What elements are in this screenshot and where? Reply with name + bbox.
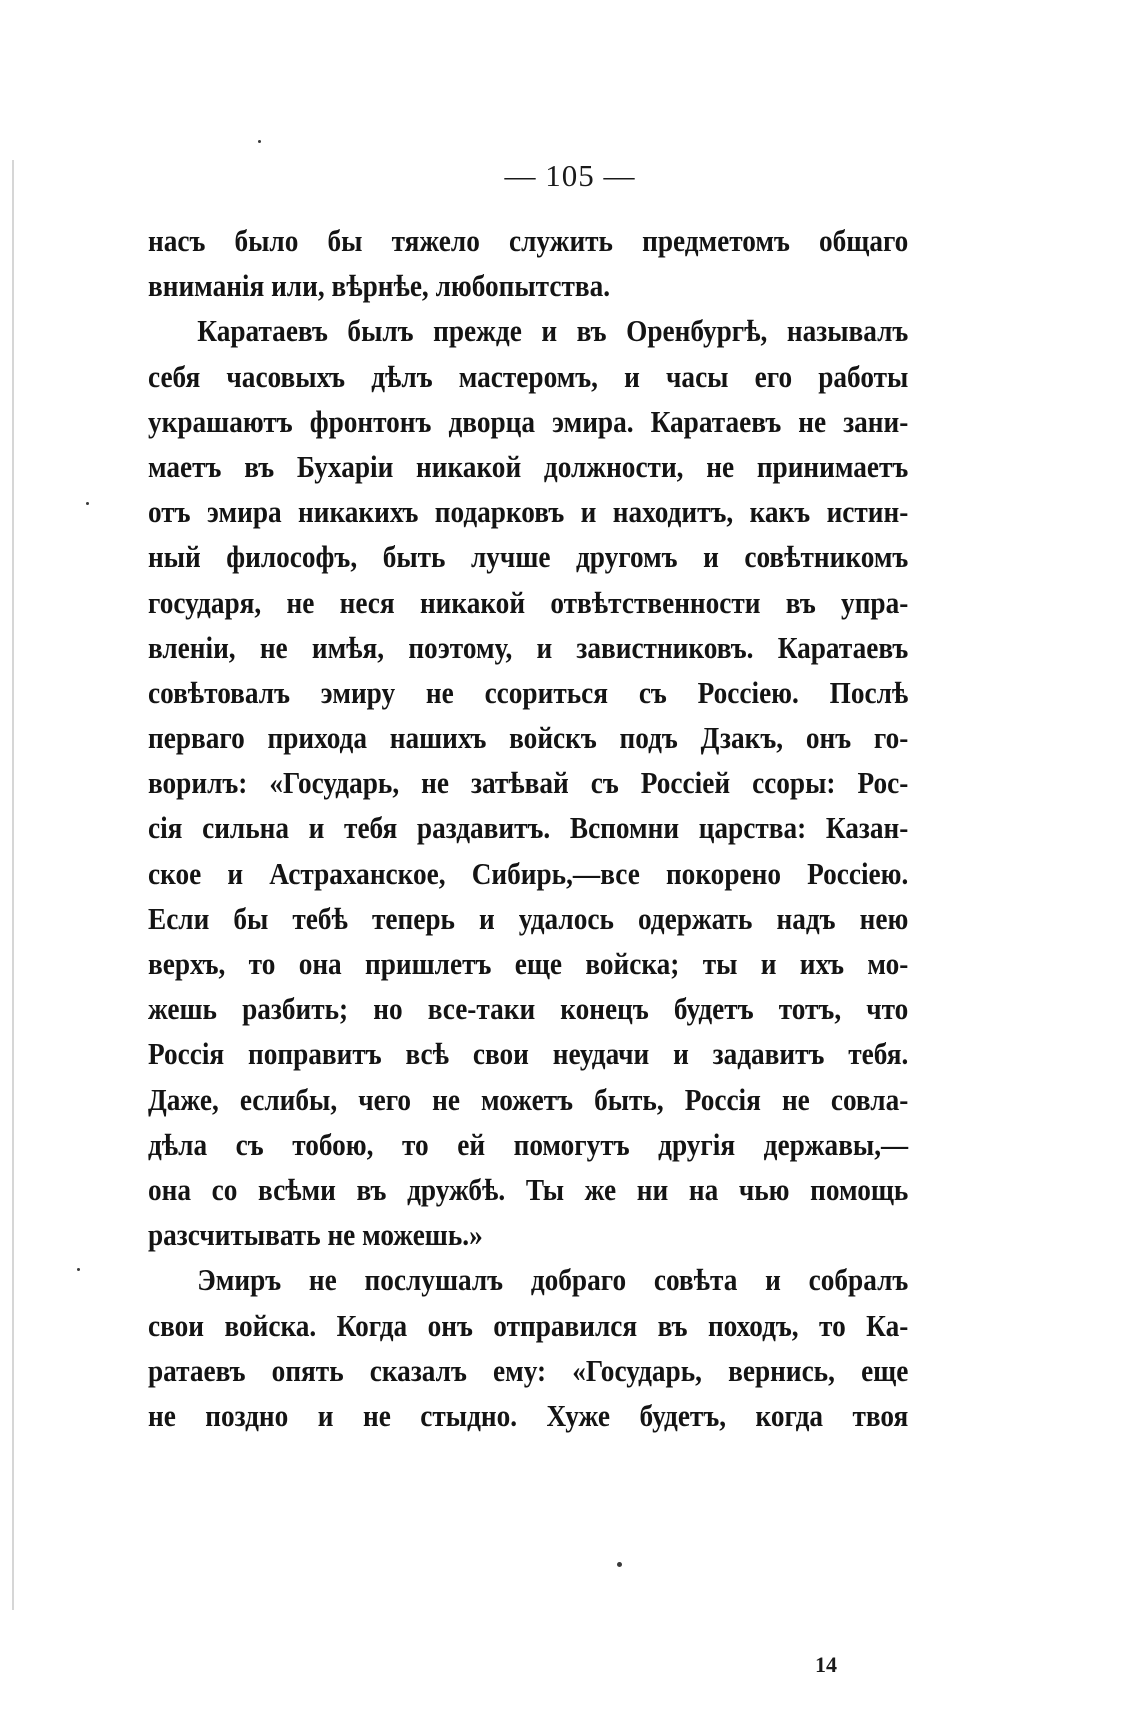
text-line: не поздно и не стыдно. Хуже будетъ, когда твоя	[148, 1397, 909, 1433]
text-line: Каратаевъ былъ прежде и въ Оренбургѣ, называлъ	[197, 313, 909, 349]
text-line: она со всѣми въ дружбѣ. Ты же ни на чью помощь	[148, 1171, 909, 1207]
text-line: Россія поправитъ всѣ свои неудачи и задавитъ тебя.	[148, 1036, 909, 1072]
text-line: жешь разбить; но все-таки конецъ будетъ тотъ, что	[148, 991, 909, 1027]
text-line: насъ было бы тяжело служить предметомъ общаго	[148, 223, 909, 258]
text-line: Если бы тебѣ теперь и удалось одержать надъ нею	[148, 900, 909, 936]
text-line: ворилъ: «Государь, не затѣвай съ Россіей ссоры: Рос-	[148, 765, 909, 801]
text-line: отъ эмира никакихъ подарковъ и находитъ, какъ истин-	[148, 494, 909, 530]
text-line: себя часовыхъ дѣлъ мастеромъ, и часы его работы	[148, 358, 909, 394]
scan-speck	[258, 140, 261, 143]
text-line: Эмиръ не послушалъ добраго совѣта и собралъ	[197, 1262, 909, 1298]
text-line: разсчитывать не можешь.»	[148, 1217, 483, 1253]
page-number: — 105 —	[504, 158, 636, 193]
text-line: ратаевъ опять сказалъ ему: «Государь, вернись, еще	[148, 1352, 909, 1388]
text-line: дѣла съ тобою, то ей помогутъ другія державы,—	[148, 1126, 909, 1162]
text-line: сія сильна и тебя раздавитъ. Вспомни царства: Казан-	[148, 810, 909, 846]
signature-mark: 14	[815, 1652, 837, 1677]
text-line: вленіи, не имѣя, поэтому, и завистниковъ. Каратаевъ	[148, 629, 909, 665]
body-text	[148, 218, 908, 1438]
text-line: ный философъ, быть лучше другомъ и совѣтникомъ	[148, 539, 909, 575]
text-line: Даже, еслибы, чего не можетъ быть, Россія не совла-	[148, 1081, 909, 1117]
text-line: ское и Астраханское, Сибирь,—все покорено Россіею.	[148, 855, 909, 891]
text-line: вниманія или, вѣрнѣе, любопытства.	[148, 268, 611, 304]
scan-speck	[86, 502, 89, 505]
text-line: свои войска. Когда онъ отправился въ походъ, то Ка-	[148, 1307, 909, 1343]
scan-speck	[77, 1268, 80, 1271]
text-line: украшаютъ фронтонъ дворца эмира. Каратаевъ не зани-	[148, 403, 909, 439]
text-line: верхъ, то она пришлетъ еще войска; ты и ихъ мо-	[148, 946, 909, 981]
page-edge-line	[12, 160, 14, 1610]
scan-speck	[617, 1562, 622, 1567]
text-line: государя, не неся никакой отвѣтственности въ упра-	[148, 584, 909, 620]
text-line: перваго прихода нашихъ войскъ подъ Дзакъ, онъ го-	[148, 720, 909, 756]
text-line: маетъ въ Бухаріи никакой должности, не принимаетъ	[148, 448, 909, 484]
text-line: совѣтовалъ эмиру не ссориться съ Россіею. Послѣ	[148, 674, 909, 710]
